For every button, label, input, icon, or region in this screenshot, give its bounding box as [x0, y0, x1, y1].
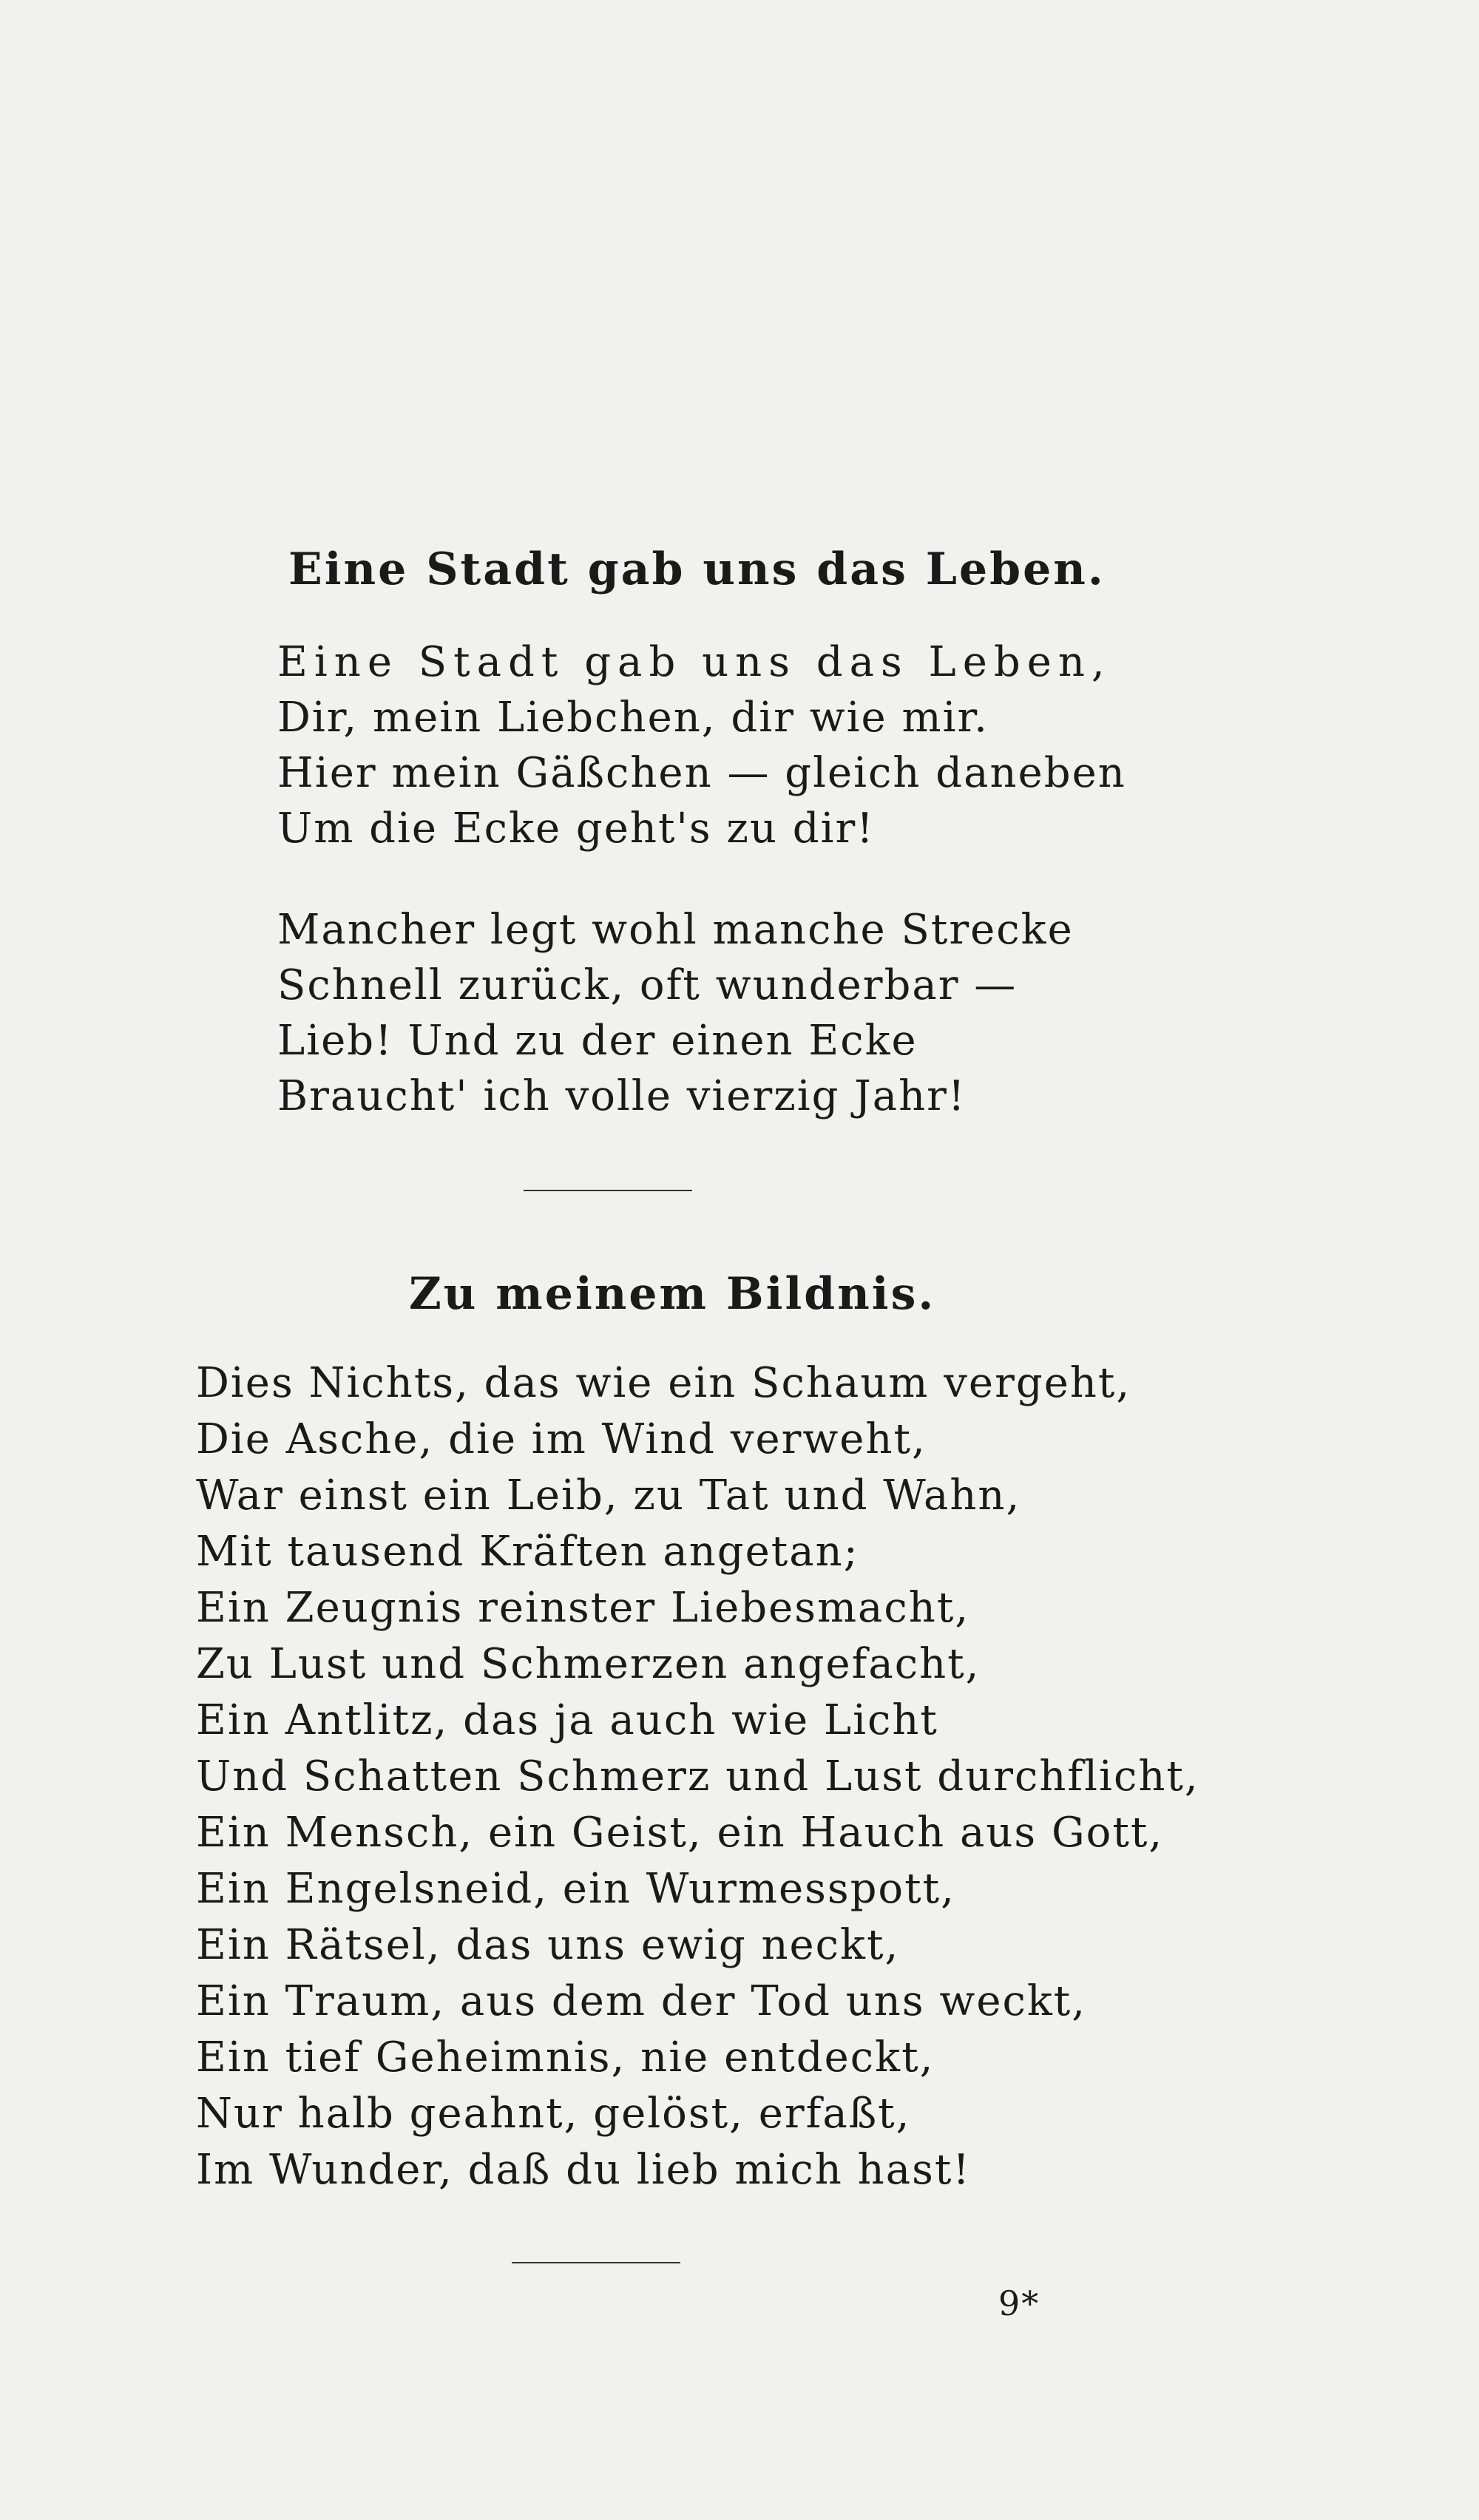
verse-line: Hier mein Gäßchen — gleich daneben — [277, 749, 1126, 797]
verse-line: Braucht' ich volle vierzig Jahr! — [277, 1072, 967, 1120]
verse-line: War einst ein Leib, zu Tat und Wahn, — [196, 1471, 1021, 1520]
verse-line: Zu Lust und Schmerzen angefacht, — [196, 1640, 981, 1688]
verse-line: Dir, mein Liebchen, dir wie mir. — [277, 694, 989, 742]
verse-line: Eine Stadt gab uns das Leben, — [277, 638, 1111, 686]
poem-title-eine-stadt: Eine Stadt gab uns das Leben. — [288, 543, 1106, 595]
verse-line: Ein Antlitz, das ja auch wie Licht — [196, 1696, 938, 1744]
verse-line: Mancher legt wohl manche Strecke — [277, 906, 1074, 954]
section-divider — [512, 2262, 680, 2263]
verse-line: Im Wunder, daß du lieb mich hast! — [196, 2146, 971, 2194]
verse-line: Ein Traum, aus dem der Tod uns weckt, — [196, 1977, 1087, 2025]
verse-line: Ein Rätsel, das uns ewig neckt, — [196, 1921, 900, 1969]
verse-line: Ein Mensch, ein Geist, ein Hauch aus Gott, — [196, 1809, 1164, 1857]
verse-line: Die Asche, die im Wind verweht, — [196, 1415, 927, 1463]
verse-line: Ein tief Geheimnis, nie entdeckt, — [196, 2033, 935, 2082]
verse-line: Und Schatten Schmerz und Lust durchflicht, — [196, 1752, 1199, 1801]
verse-line: Dies Nichts, das wie ein Schaum vergeht, — [196, 1359, 1131, 1407]
verse-line: Nur halb geahnt, gelöst, erfaßt, — [196, 2090, 911, 2138]
poem-title-zu-meinem-bildnis: Zu meinem Bildnis. — [409, 1268, 936, 1320]
verse-line: Ein Zeugnis reinster Liebesmacht, — [196, 1584, 970, 1632]
verse-line: Schnell zurück, oft wunderbar — — [277, 961, 1018, 1009]
section-divider — [524, 1190, 692, 1191]
verse-line: Mit tausend Kräften angetan; — [196, 1528, 859, 1576]
verse-line: Um die Ecke geht's zu dir! — [277, 805, 875, 853]
page-number: 9* — [998, 2283, 1040, 2323]
verse-line: Ein Engelsneid, ein Wurmesspott, — [196, 1865, 955, 1913]
verse-line: Lieb! Und zu der einen Ecke — [277, 1017, 918, 1065]
